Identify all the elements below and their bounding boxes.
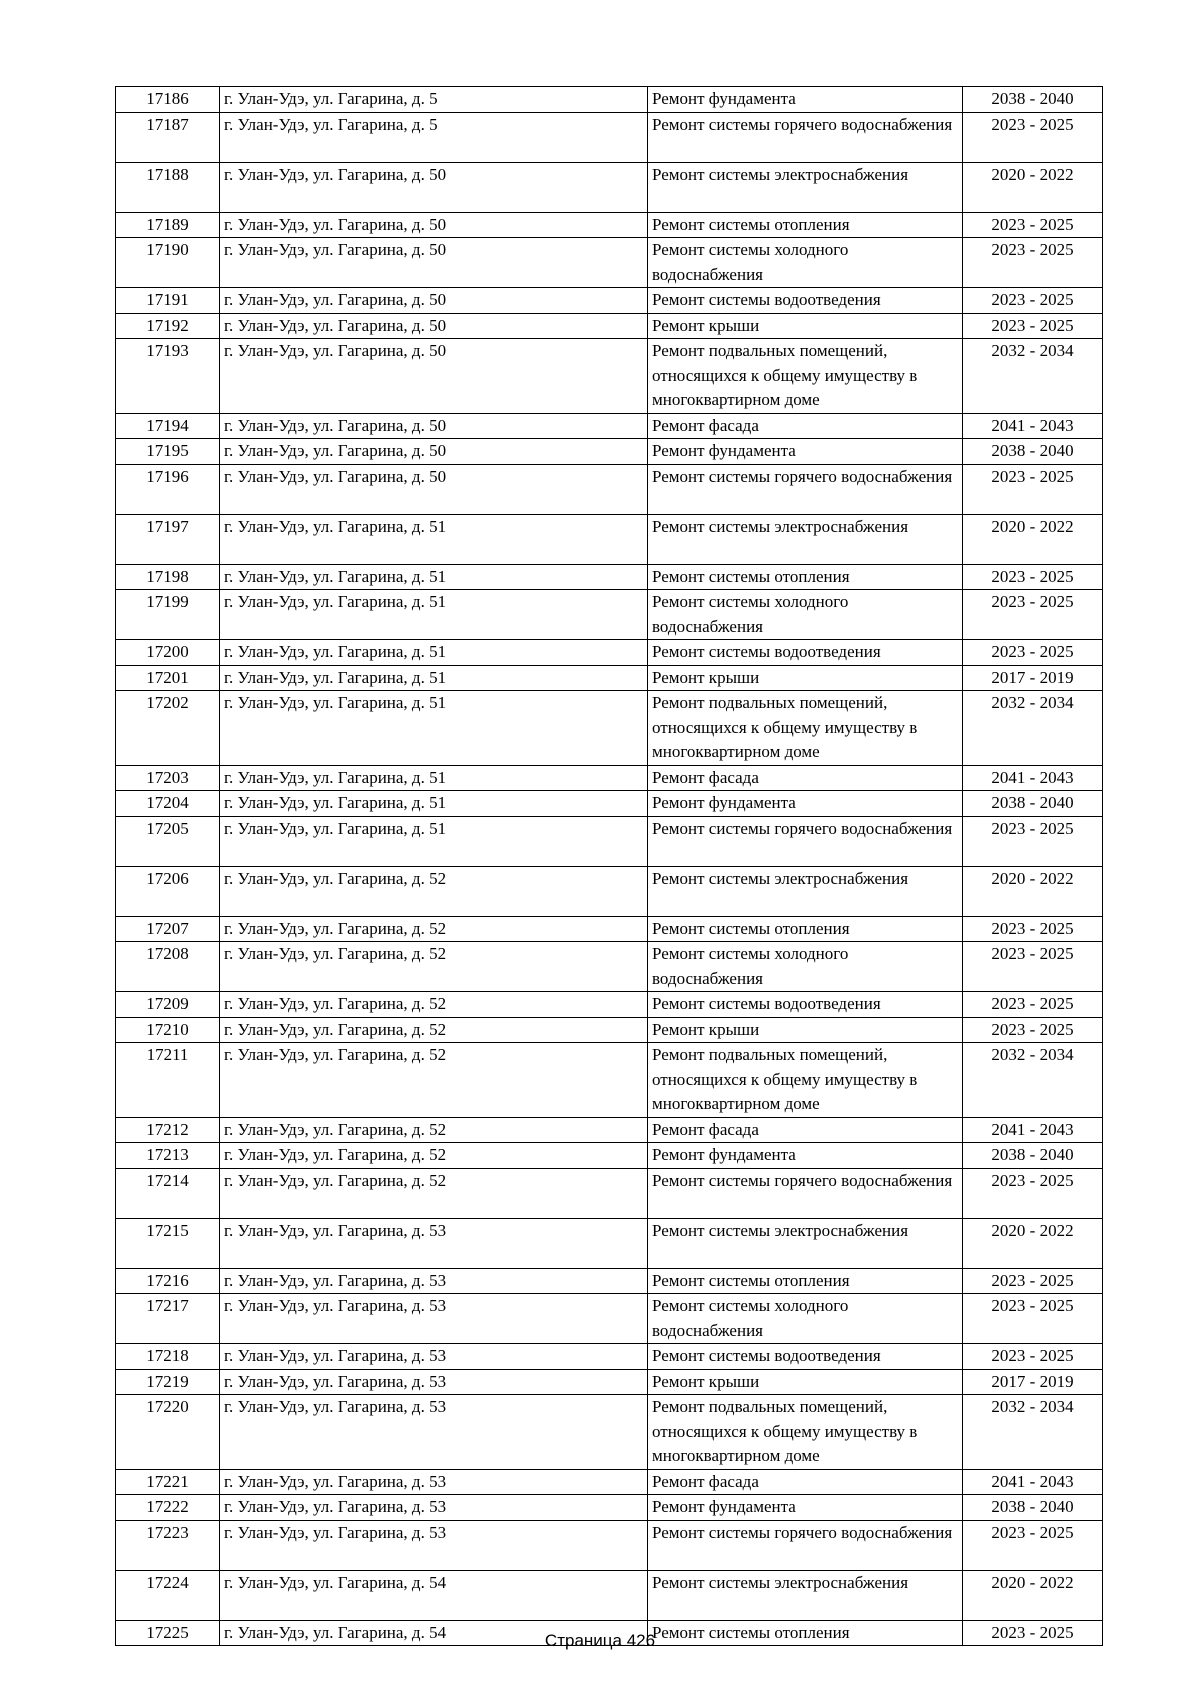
cell-number: 17214	[116, 1168, 220, 1218]
cell-period: 2041 - 2043	[963, 1469, 1103, 1495]
cell-address: г. Улан-Удэ, ул. Гагарина, д. 51	[220, 791, 648, 817]
cell-address: г. Улан-Удэ, ул. Гагарина, д. 51	[220, 816, 648, 866]
cell-work-type: Ремонт системы горячего водоснабжения	[648, 112, 963, 162]
cell-period: 2023 - 2025	[963, 1294, 1103, 1344]
cell-address: г. Улан-Удэ, ул. Гагарина, д. 52	[220, 1143, 648, 1169]
table-row	[116, 916, 1103, 942]
cell-work-type: Ремонт системы электроснабжения	[648, 1218, 963, 1268]
cell-work-type: Ремонт системы горячего водоснабжения	[648, 816, 963, 866]
table-row	[116, 112, 1103, 162]
cell-address: г. Улан-Удэ, ул. Гагарина, д. 52	[220, 1117, 648, 1143]
cell-address: г. Улан-Удэ, ул. Гагарина, д. 52	[220, 992, 648, 1018]
cell-number: 17196	[116, 464, 220, 514]
cell-period: 2032 - 2034	[963, 1395, 1103, 1470]
cell-address: г. Улан-Удэ, ул. Гагарина, д. 52	[220, 1043, 648, 1118]
table-row	[116, 439, 1103, 465]
cell-number: 17209	[116, 992, 220, 1018]
table-row	[116, 691, 1103, 766]
cell-number: 17190	[116, 238, 220, 288]
cell-address: г. Улан-Удэ, ул. Гагарина, д. 51	[220, 665, 648, 691]
cell-number: 17221	[116, 1469, 220, 1495]
cell-address: г. Улан-Удэ, ул. Гагарина, д. 53	[220, 1395, 648, 1470]
cell-address: г. Улан-Удэ, ул. Гагарина, д. 50	[220, 413, 648, 439]
cell-work-type: Ремонт крыши	[648, 1017, 963, 1043]
cell-address: г. Улан-Удэ, ул. Гагарина, д. 52	[220, 916, 648, 942]
table-row	[116, 313, 1103, 339]
table-row	[116, 1344, 1103, 1370]
cell-number: 17210	[116, 1017, 220, 1043]
cell-address: г. Улан-Удэ, ул. Гагарина, д. 52	[220, 942, 648, 992]
table-row	[116, 1117, 1103, 1143]
table-row	[116, 1218, 1103, 1268]
cell-work-type: Ремонт системы водоотведения	[648, 1344, 963, 1370]
cell-address: г. Улан-Удэ, ул. Гагарина, д. 51	[220, 590, 648, 640]
repair-schedule-table	[115, 86, 1103, 1646]
cell-work-type: Ремонт фасада	[648, 1469, 963, 1495]
cell-number: 17194	[116, 413, 220, 439]
cell-period: 2023 - 2025	[963, 1620, 1103, 1646]
table-row	[116, 1143, 1103, 1169]
cell-address: г. Улан-Удэ, ул. Гагарина, д. 52	[220, 1017, 648, 1043]
cell-number: 17212	[116, 1117, 220, 1143]
page-number: Страница 426	[544, 1631, 656, 1650]
table-row	[116, 791, 1103, 817]
cell-address: г. Улан-Удэ, ул. Гагарина, д. 53	[220, 1218, 648, 1268]
cell-address: г. Улан-Удэ, ул. Гагарина, д. 50	[220, 212, 648, 238]
table-body	[116, 87, 1103, 1646]
table-row	[116, 1469, 1103, 1495]
cell-period: 2023 - 2025	[963, 1268, 1103, 1294]
cell-work-type: Ремонт системы электроснабжения	[648, 1570, 963, 1620]
cell-work-type: Ремонт системы водоотведения	[648, 288, 963, 314]
cell-work-type: Ремонт крыши	[648, 313, 963, 339]
cell-work-type: Ремонт крыши	[648, 1369, 963, 1395]
cell-period: 2041 - 2043	[963, 1117, 1103, 1143]
cell-work-type: Ремонт фасада	[648, 413, 963, 439]
cell-number: 17216	[116, 1268, 220, 1294]
table-row	[116, 640, 1103, 666]
cell-period: 2023 - 2025	[963, 640, 1103, 666]
cell-period: 2023 - 2025	[963, 212, 1103, 238]
cell-address: г. Улан-Удэ, ул. Гагарина, д. 53	[220, 1495, 648, 1521]
cell-number: 17203	[116, 765, 220, 791]
cell-period: 2023 - 2025	[963, 313, 1103, 339]
cell-number: 17223	[116, 1520, 220, 1570]
cell-address: г. Улан-Удэ, ул. Гагарина, д. 53	[220, 1469, 648, 1495]
cell-address: г. Улан-Удэ, ул. Гагарина, д. 53	[220, 1294, 648, 1344]
cell-period: 2038 - 2040	[963, 1143, 1103, 1169]
cell-number: 17192	[116, 313, 220, 339]
cell-number: 17217	[116, 1294, 220, 1344]
cell-number: 17211	[116, 1043, 220, 1118]
cell-number: 17213	[116, 1143, 220, 1169]
table-row	[116, 564, 1103, 590]
table-row	[116, 665, 1103, 691]
cell-period: 2041 - 2043	[963, 765, 1103, 791]
cell-period: 2023 - 2025	[963, 1017, 1103, 1043]
cell-work-type: Ремонт системы холодного водоснабжения	[648, 1294, 963, 1344]
cell-work-type: Ремонт системы электроснабжения	[648, 514, 963, 564]
cell-address: г. Улан-Удэ, ул. Гагарина, д. 50	[220, 439, 648, 465]
cell-period: 2020 - 2022	[963, 162, 1103, 212]
table-row	[116, 942, 1103, 992]
cell-number: 17195	[116, 439, 220, 465]
cell-period: 2023 - 2025	[963, 816, 1103, 866]
cell-work-type: Ремонт фундамента	[648, 87, 963, 113]
cell-period: 2038 - 2040	[963, 791, 1103, 817]
cell-period: 2023 - 2025	[963, 1344, 1103, 1370]
cell-address: г. Улан-Удэ, ул. Гагарина, д. 50	[220, 162, 648, 212]
cell-address: г. Улан-Удэ, ул. Гагарина, д. 51	[220, 514, 648, 564]
cell-address: г. Улан-Удэ, ул. Гагарина, д. 50	[220, 313, 648, 339]
cell-work-type: Ремонт фундамента	[648, 439, 963, 465]
cell-address: г. Улан-Удэ, ул. Гагарина, д. 51	[220, 640, 648, 666]
cell-period: 2020 - 2022	[963, 866, 1103, 916]
table-row	[116, 413, 1103, 439]
table-row	[116, 464, 1103, 514]
cell-number: 17200	[116, 640, 220, 666]
cell-period: 2038 - 2040	[963, 439, 1103, 465]
cell-number: 17218	[116, 1344, 220, 1370]
cell-address: г. Улан-Удэ, ул. Гагарина, д. 50	[220, 464, 648, 514]
cell-work-type: Ремонт фундамента	[648, 791, 963, 817]
cell-period: 2041 - 2043	[963, 413, 1103, 439]
table-row	[116, 1395, 1103, 1470]
table-row	[116, 992, 1103, 1018]
cell-address: г. Улан-Удэ, ул. Гагарина, д. 53	[220, 1369, 648, 1395]
cell-number: 17225	[116, 1620, 220, 1646]
table-row	[116, 238, 1103, 288]
cell-period: 2020 - 2022	[963, 514, 1103, 564]
cell-number: 17201	[116, 665, 220, 691]
cell-address: г. Улан-Удэ, ул. Гагарина, д. 50	[220, 288, 648, 314]
cell-work-type: Ремонт системы отопления	[648, 564, 963, 590]
cell-address: г. Улан-Удэ, ул. Гагарина, д. 54	[220, 1620, 648, 1646]
cell-address: г. Улан-Удэ, ул. Гагарина, д. 53	[220, 1520, 648, 1570]
cell-work-type: Ремонт фасада	[648, 765, 963, 791]
table-row	[116, 339, 1103, 414]
table-row	[116, 1294, 1103, 1344]
cell-number: 17215	[116, 1218, 220, 1268]
table-row	[116, 1495, 1103, 1521]
table-row	[116, 1369, 1103, 1395]
cell-period: 2023 - 2025	[963, 590, 1103, 640]
cell-work-type: Ремонт фасада	[648, 1117, 963, 1143]
cell-address: г. Улан-Удэ, ул. Гагарина, д. 53	[220, 1344, 648, 1370]
cell-address: г. Улан-Удэ, ул. Гагарина, д. 51	[220, 765, 648, 791]
table-row	[116, 590, 1103, 640]
table-row	[116, 162, 1103, 212]
cell-work-type: Ремонт системы отопления	[648, 1620, 963, 1646]
cell-period: 2023 - 2025	[963, 942, 1103, 992]
cell-period: 2020 - 2022	[963, 1570, 1103, 1620]
table-row	[116, 87, 1103, 113]
cell-number: 17219	[116, 1369, 220, 1395]
cell-work-type: Ремонт системы водоотведения	[648, 640, 963, 666]
table-row	[116, 514, 1103, 564]
table-row	[116, 1520, 1103, 1570]
table-row	[116, 816, 1103, 866]
cell-period: 2032 - 2034	[963, 1043, 1103, 1118]
cell-address: г. Улан-Удэ, ул. Гагарина, д. 53	[220, 1268, 648, 1294]
cell-number: 17208	[116, 942, 220, 992]
cell-work-type: Ремонт системы горячего водоснабжения	[648, 1520, 963, 1570]
cell-number: 17187	[116, 112, 220, 162]
cell-number: 17206	[116, 866, 220, 916]
cell-period: 2038 - 2040	[963, 87, 1103, 113]
cell-period: 2017 - 2019	[963, 665, 1103, 691]
cell-period: 2023 - 2025	[963, 916, 1103, 942]
cell-number: 17222	[116, 1495, 220, 1521]
table-row	[116, 288, 1103, 314]
cell-period: 2023 - 2025	[963, 112, 1103, 162]
cell-work-type: Ремонт системы электроснабжения	[648, 162, 963, 212]
cell-address: г. Улан-Удэ, ул. Гагарина, д. 5	[220, 87, 648, 113]
cell-address: г. Улан-Удэ, ул. Гагарина, д. 51	[220, 691, 648, 766]
cell-number: 17193	[116, 339, 220, 414]
table-row	[116, 212, 1103, 238]
cell-period: 2023 - 2025	[963, 1520, 1103, 1570]
cell-work-type: Ремонт системы отопления	[648, 916, 963, 942]
cell-address: г. Улан-Удэ, ул. Гагарина, д. 52	[220, 866, 648, 916]
cell-work-type: Ремонт системы горячего водоснабжения	[648, 464, 963, 514]
cell-number: 17189	[116, 212, 220, 238]
cell-work-type: Ремонт подвальных помещений, относящихся к общему имуществу в многоквартирном доме	[648, 1395, 963, 1470]
cell-work-type: Ремонт системы электроснабжения	[648, 866, 963, 916]
cell-work-type: Ремонт системы отопления	[648, 212, 963, 238]
cell-period: 2023 - 2025	[963, 992, 1103, 1018]
cell-work-type: Ремонт системы холодного водоснабжения	[648, 590, 963, 640]
cell-number: 17220	[116, 1395, 220, 1470]
table-row	[116, 765, 1103, 791]
cell-period: 2032 - 2034	[963, 339, 1103, 414]
cell-number: 17202	[116, 691, 220, 766]
cell-address: г. Улан-Удэ, ул. Гагарина, д. 51	[220, 564, 648, 590]
cell-period: 2032 - 2034	[963, 691, 1103, 766]
cell-address: г. Улан-Удэ, ул. Гагарина, д. 52	[220, 1168, 648, 1218]
cell-number: 17205	[116, 816, 220, 866]
cell-number: 17204	[116, 791, 220, 817]
cell-period: 2017 - 2019	[963, 1369, 1103, 1395]
cell-address: г. Улан-Удэ, ул. Гагарина, д. 54	[220, 1570, 648, 1620]
cell-number: 17188	[116, 162, 220, 212]
cell-work-type: Ремонт системы горячего водоснабжения	[648, 1168, 963, 1218]
cell-address: г. Улан-Удэ, ул. Гагарина, д. 50	[220, 339, 648, 414]
cell-work-type: Ремонт системы отопления	[648, 1268, 963, 1294]
cell-number: 17198	[116, 564, 220, 590]
cell-work-type: Ремонт фундамента	[648, 1495, 963, 1521]
cell-period: 2023 - 2025	[963, 464, 1103, 514]
cell-work-type: Ремонт фундамента	[648, 1143, 963, 1169]
table-row	[116, 1268, 1103, 1294]
cell-period: 2023 - 2025	[963, 238, 1103, 288]
cell-work-type: Ремонт подвальных помещений, относящихся к общему имуществу в многоквартирном доме	[648, 1043, 963, 1118]
cell-number: 17224	[116, 1570, 220, 1620]
table-row	[116, 1168, 1103, 1218]
cell-number: 17191	[116, 288, 220, 314]
cell-number: 17207	[116, 916, 220, 942]
cell-number: 17197	[116, 514, 220, 564]
cell-number: 17199	[116, 590, 220, 640]
cell-work-type: Ремонт системы водоотведения	[648, 992, 963, 1018]
cell-work-type: Ремонт крыши	[648, 665, 963, 691]
table-row	[116, 866, 1103, 916]
cell-address: г. Улан-Удэ, ул. Гагарина, д. 5	[220, 112, 648, 162]
cell-work-type: Ремонт системы холодного водоснабжения	[648, 238, 963, 288]
cell-work-type: Ремонт подвальных помещений, относящихся к общему имуществу в многоквартирном доме	[648, 691, 963, 766]
cell-work-type: Ремонт подвальных помещений, относящихся к общему имуществу в многоквартирном доме	[648, 339, 963, 414]
table-row	[116, 1043, 1103, 1118]
cell-period: 2023 - 2025	[963, 1168, 1103, 1218]
table-row	[116, 1570, 1103, 1620]
table-row	[116, 1017, 1103, 1043]
cell-period: 2020 - 2022	[963, 1218, 1103, 1268]
cell-address: г. Улан-Удэ, ул. Гагарина, д. 50	[220, 238, 648, 288]
cell-number: 17186	[116, 87, 220, 113]
cell-period: 2038 - 2040	[963, 1495, 1103, 1521]
cell-work-type: Ремонт системы холодного водоснабжения	[648, 942, 963, 992]
cell-period: 2023 - 2025	[963, 564, 1103, 590]
cell-period: 2023 - 2025	[963, 288, 1103, 314]
